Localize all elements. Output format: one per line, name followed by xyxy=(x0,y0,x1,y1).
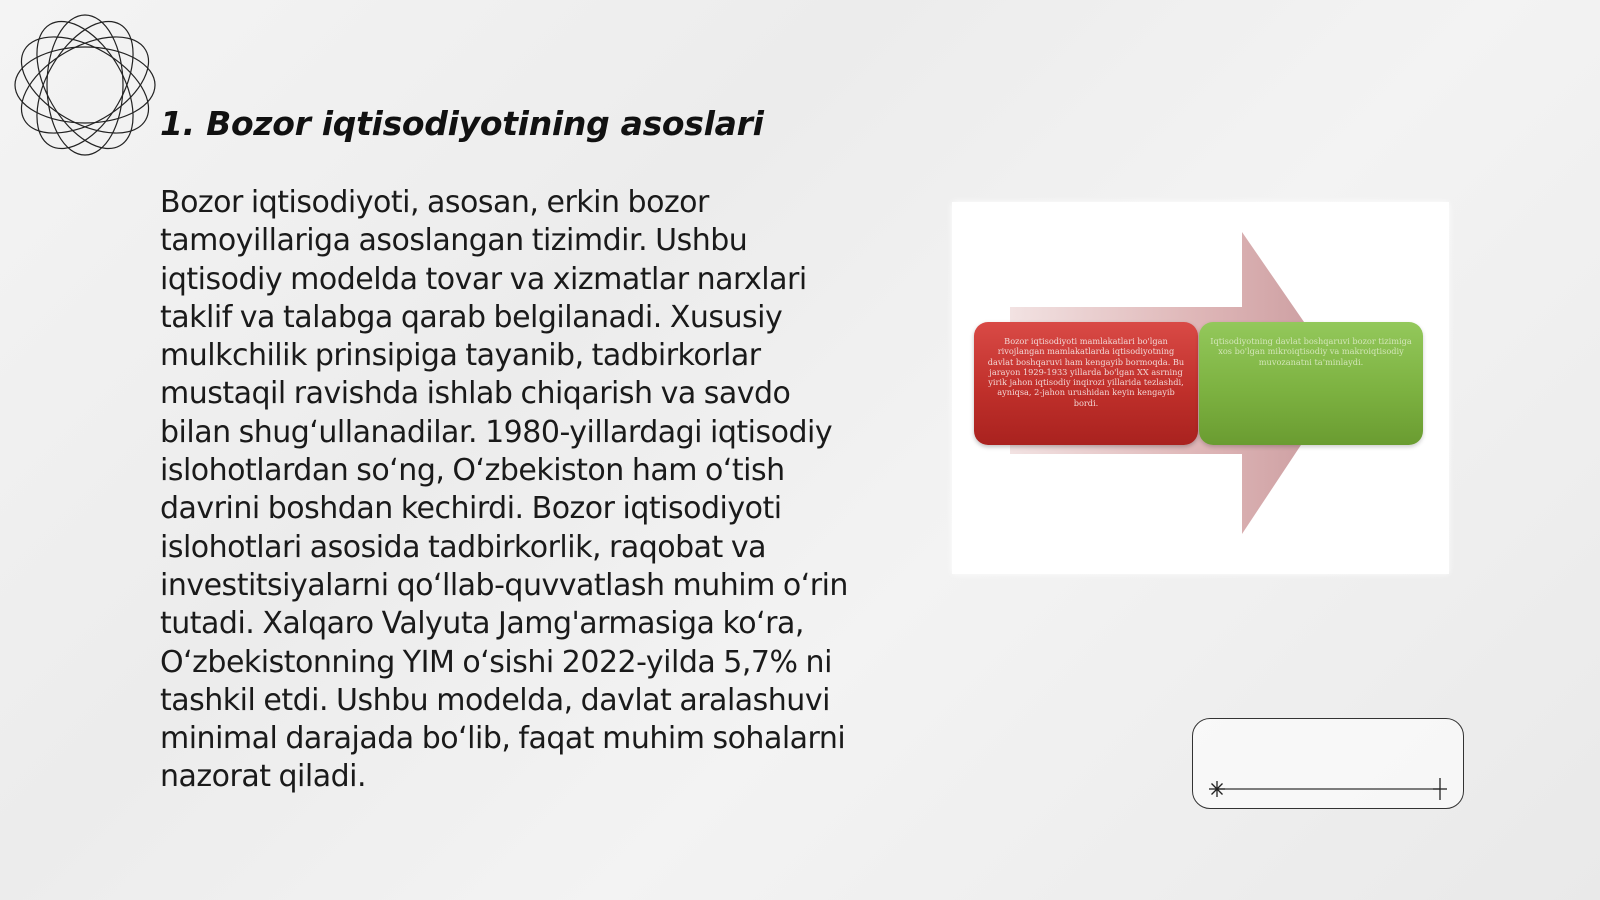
slide-title: 1. Bozor iqtisodiyotining asoslari xyxy=(160,104,764,143)
slide-body-text: Bozor iqtisodiyoti, asosan, erkin bozor tamoyillariga asoslangan tizimdir. Ushbu iqtisodiy modelda tovar va xizmatlar narxlari taklif va talabga qarab belgilanadi. Xususiy mulkchilik prinsipiga tayanib, tadbirkorlar mustaqil ravishda ishlab chiqarish va savdo bilan shug‘ullanadilar. 1980-yillardagi iqtisodiy islohotlardan so‘ng, O‘zbekiston ham o‘tish davrini boshdan kechirdi. Bozor iqtisodiyoti islohotlari asosida tadbirkorlik, raqobat va investitsiyalarni qo‘llab-quvvatlash muhim o‘rin tutadi. Xalqaro Valyuta Jamg'armasiga ko‘ra, O‘zbekistonning YIM o‘sishi 2022-yilda 5,7% ni tashkil etdi. Ushbu modelda, davlat aralashuvi minimal darajada bo‘lib, faqat muhim sohalarni nazorat qiladi. xyxy=(160,185,848,795)
process-arrow-diagram xyxy=(952,202,1449,574)
timeline-decoration xyxy=(1192,718,1464,809)
spirograph-logo-icon xyxy=(10,10,160,160)
diagram-box-green: Iqtisodiyotning davlat boshqaruvi bozor tizimiga xos bo'lgan mikroiqtisodiy va makroiqtisodiy muvozanatni ta'minlaydi. xyxy=(1199,322,1423,445)
diagram-box-red: Bozor iqtisodiyoti mamlakatlari bo'lgan rivojlangan mamlakatlarda iqtisodiyotning davlat boshqaruvi ham kengayib bormoqda. Bu jarayon 1929-1933 yillarda bo'lgan XX asrning yirik jahon iqtisodiy inqirozi yillarida tezlashdi, ayniqsa, 2-jahon urushidan keyin kengayib bordi. xyxy=(974,322,1198,445)
plus-tick-icon xyxy=(1433,778,1447,800)
sparkle-icon xyxy=(1209,781,1225,797)
timeline-line xyxy=(1193,719,1465,810)
